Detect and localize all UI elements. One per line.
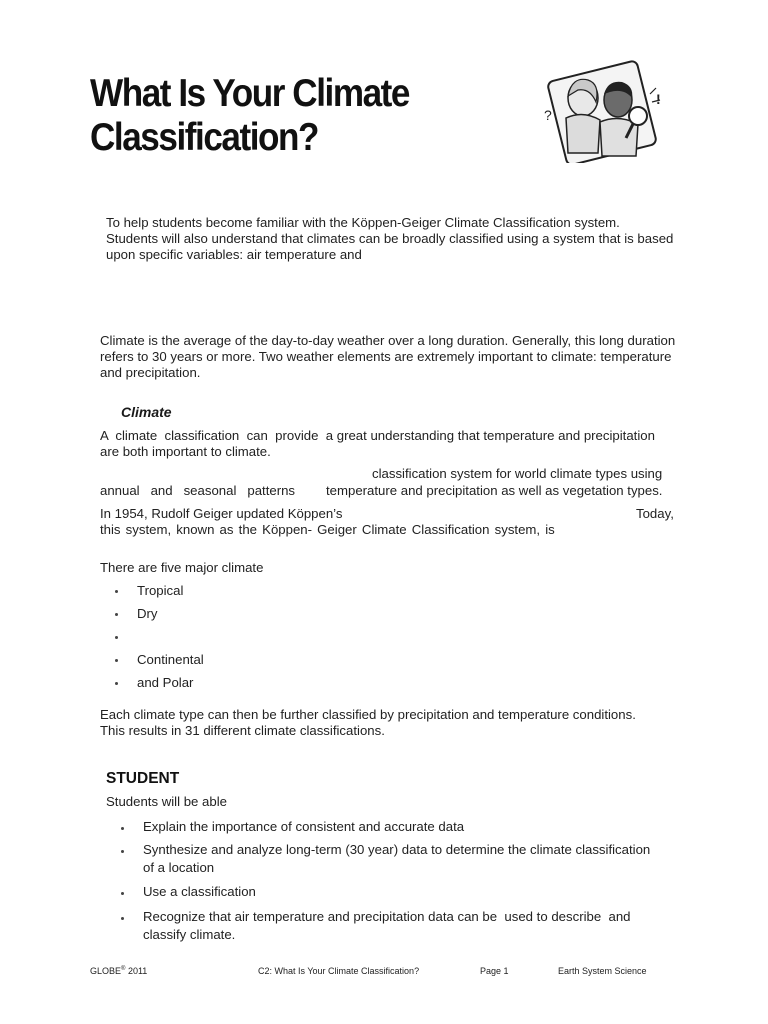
footer-year: 2011 xyxy=(125,966,148,976)
background-paragraph xyxy=(100,333,690,381)
footer-registered-mark: ® xyxy=(121,966,126,972)
bullet-icon xyxy=(121,917,124,920)
list-item: Synthesize and analyze long-term (30 year) data to determine the climate classification xyxy=(143,842,651,857)
bullet-icon xyxy=(115,659,118,662)
bullet-icon xyxy=(115,682,118,685)
background-line-1: Climate is the average of the day-to-day weather over a long duration. Generally, this long duration xyxy=(100,333,676,348)
students-magnifier-illustration xyxy=(538,58,668,163)
list-item: and Polar xyxy=(137,675,194,690)
bullet-icon xyxy=(121,850,124,853)
title-line-1: What Is Your Climate xyxy=(90,72,410,115)
student-heading: STUDENT xyxy=(106,770,180,787)
footer-globe xyxy=(90,966,147,976)
further-line-2: This results in 31 different climate classifications. xyxy=(100,723,385,738)
climate-p1-line-2: are both important to climate. xyxy=(100,444,271,459)
climate-p3-line-1a: In 1954, Rudolf Geiger updated Köppen’s xyxy=(100,506,343,521)
list-item: Explain the importance of consistent and accurate data xyxy=(143,819,465,834)
climate-heading: Climate xyxy=(121,404,172,420)
title-line-2: Classification? xyxy=(90,116,319,159)
list-item-continuation: of a location xyxy=(143,860,215,875)
background-line-2: refers to 30 years or more. Two weather elements are extremely important to climate: temperature xyxy=(100,349,672,364)
background-line-3: and precipitation. xyxy=(100,365,201,380)
bullet-icon xyxy=(121,827,124,830)
overview-paragraph xyxy=(106,215,686,263)
climate-p2-line-2a: annual and seasonal patterns xyxy=(100,483,296,498)
list-item: Dry xyxy=(137,606,158,621)
bullet-icon xyxy=(121,892,124,895)
climate-p2-line-2b: temperature and precipitation as well as vegetation types. xyxy=(326,483,663,498)
footer-page-number: Page 1 xyxy=(480,966,509,976)
further-line-1: Each climate type can then be further classified by precipitation and temperature conditions. xyxy=(100,707,636,722)
list-item: Continental xyxy=(137,652,204,667)
overview-line-2: Students will also understand that climates can be broadly classified using a system that is based xyxy=(106,231,674,246)
footer-globe-text: GLOBE xyxy=(90,966,122,976)
list-item: Recognize that air temperature and precipitation data can be used to describe and xyxy=(143,909,631,924)
footer-title: C2: What Is Your Climate Classification? xyxy=(258,966,420,976)
page-title xyxy=(90,72,468,160)
bullet-icon xyxy=(115,613,118,616)
list-item: Tropical xyxy=(137,583,184,598)
climate-p3-line-1b: Today, xyxy=(636,506,674,521)
major-climate-intro: There are five major climate xyxy=(100,560,264,575)
bullet-icon xyxy=(115,636,118,639)
climate-paragraph-1 xyxy=(100,428,690,460)
climate-p2-line-1: classification system for world climate types using xyxy=(372,466,663,481)
bullet-icon xyxy=(115,590,118,593)
climate-p3-line-2: this system, known as the Köppen- Geiger Climate Classification system, is xyxy=(100,522,555,537)
list-item: Use a classification xyxy=(143,884,256,899)
student-intro: Students will be able xyxy=(106,794,227,809)
climate-p1-line-1: A climate classification can provide a great understanding that temperature and precipitation xyxy=(100,428,655,443)
list-item-continuation: classify climate. xyxy=(143,927,236,942)
overview-line-3: upon specific variables: air temperature and xyxy=(106,247,362,262)
overview-line-1: To help students become familiar with the Köppen-Geiger Climate Classification system. xyxy=(106,215,620,230)
svg-text:?: ? xyxy=(544,107,552,123)
footer-subject: Earth System Science xyxy=(558,966,647,976)
svg-text:!: ! xyxy=(656,91,661,107)
further-classification-paragraph xyxy=(100,707,690,739)
